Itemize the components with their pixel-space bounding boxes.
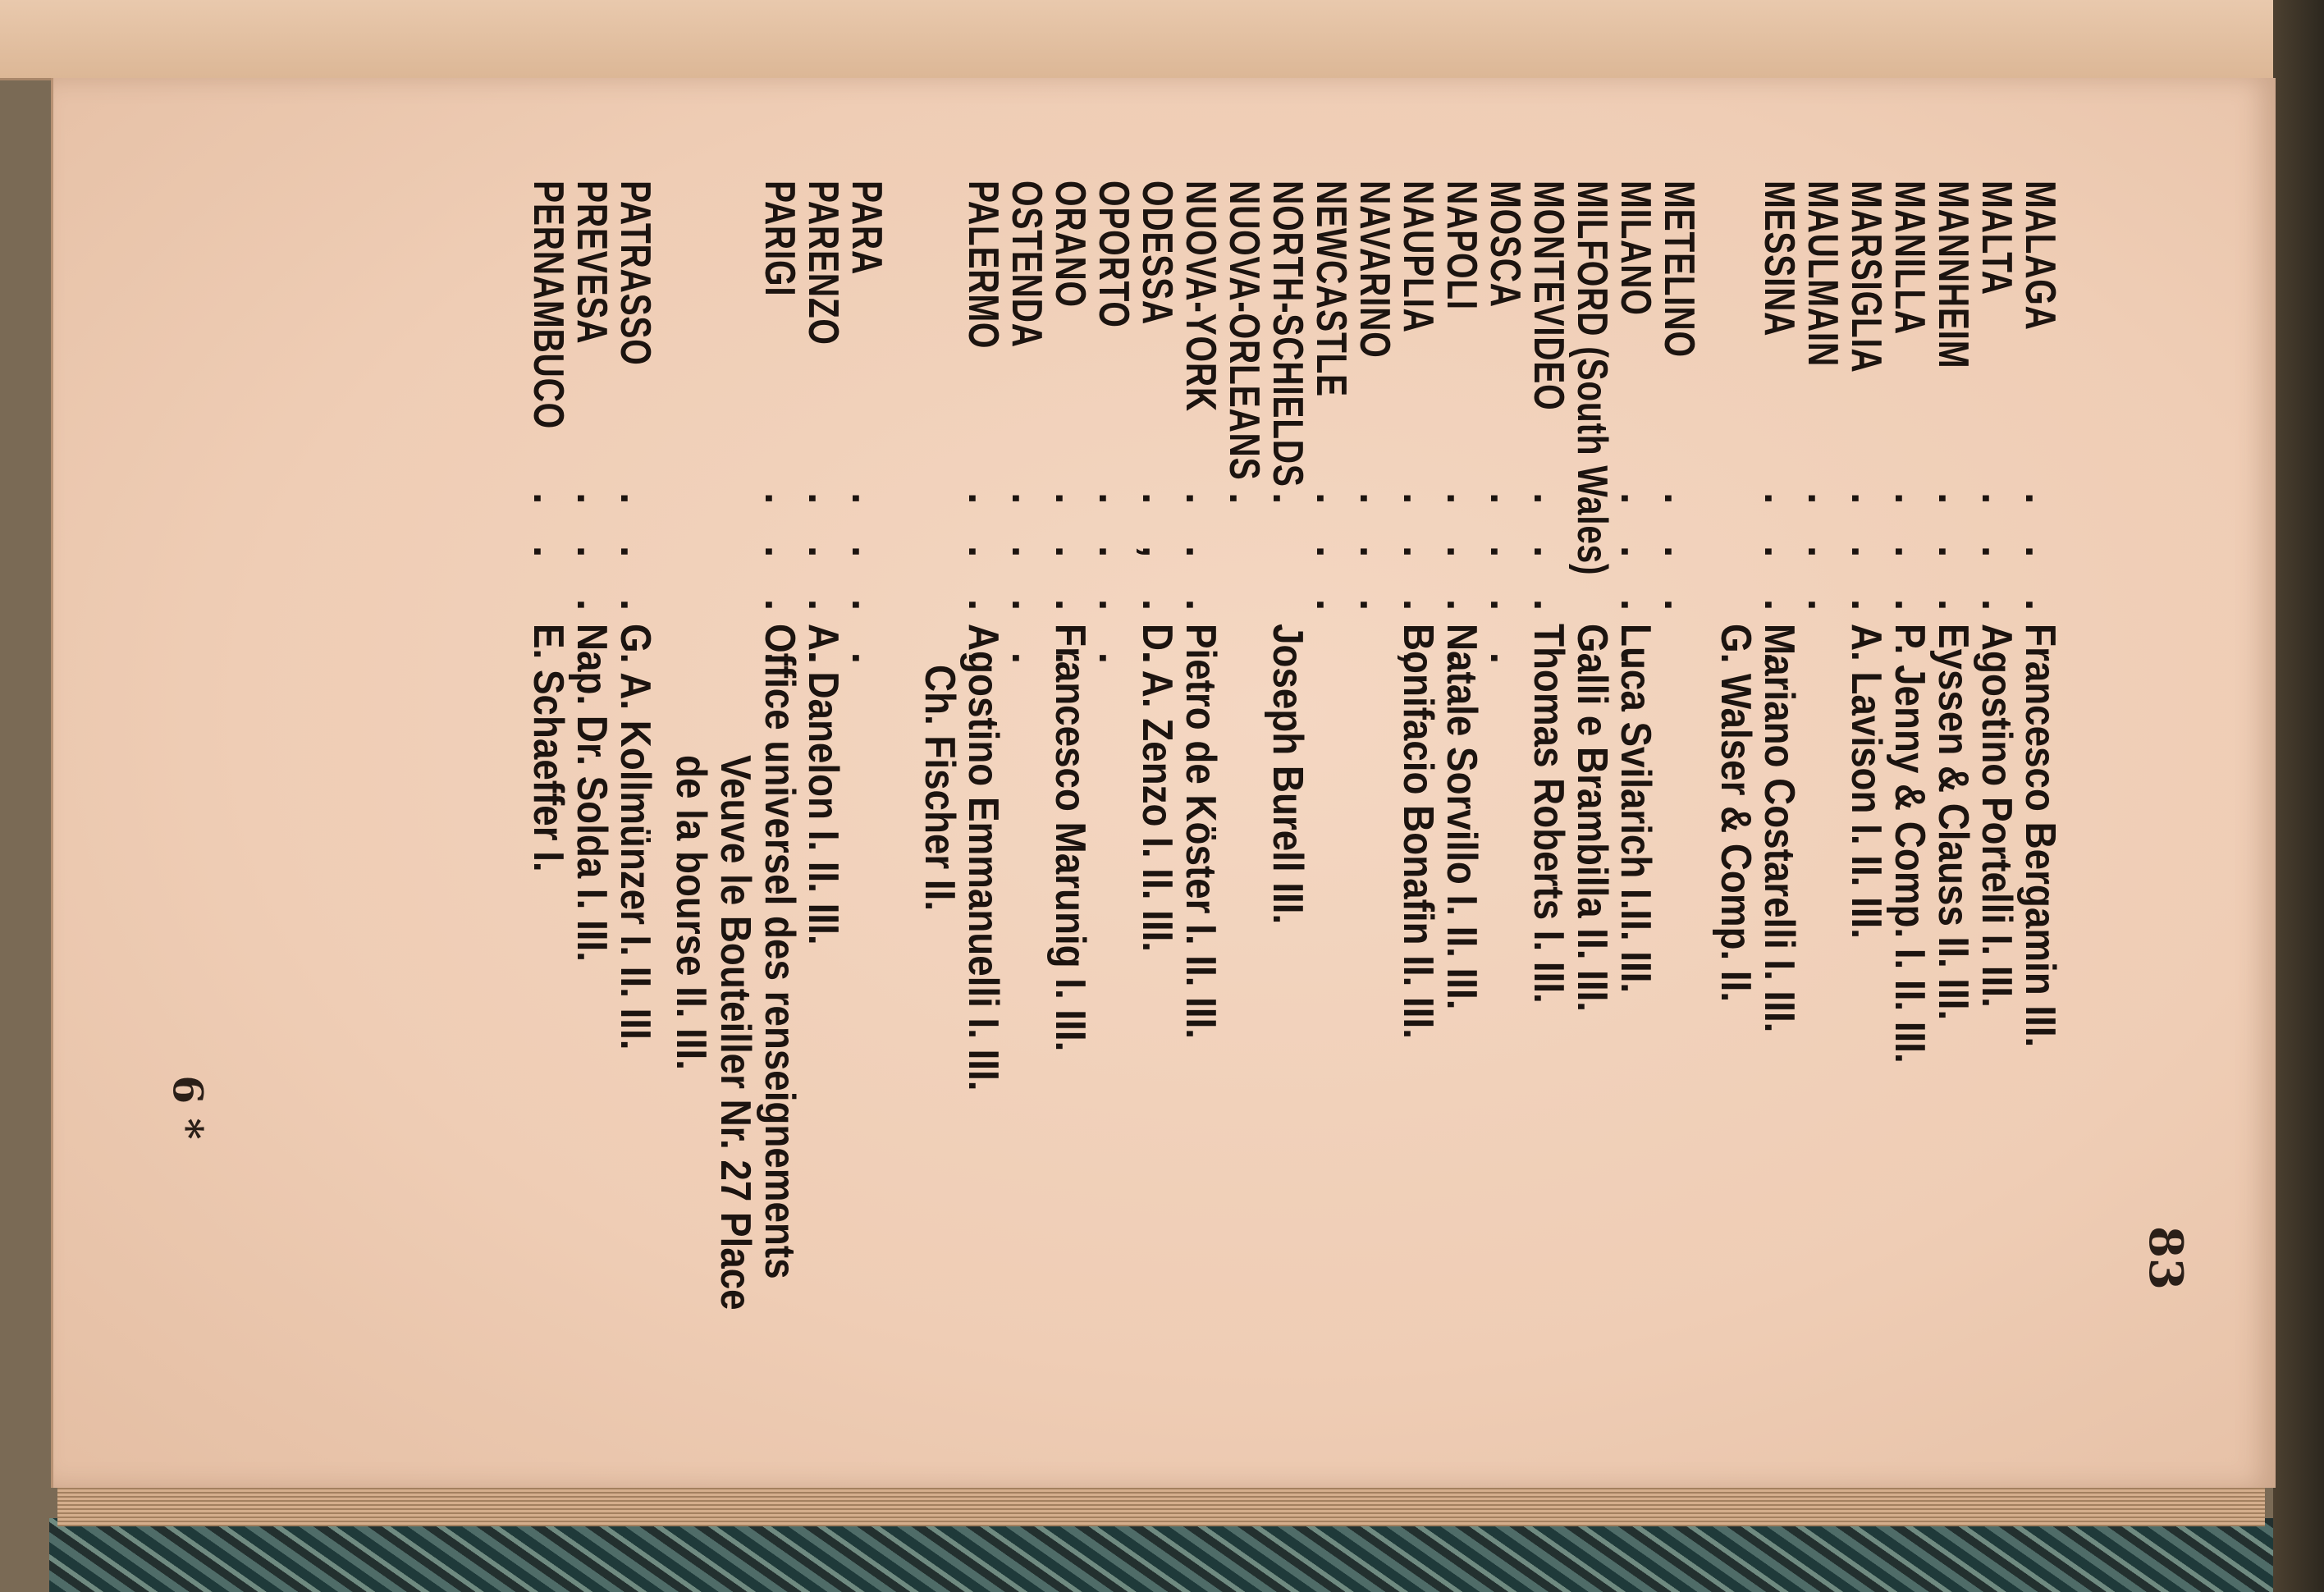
- leader-dots: . . . .: [1046, 492, 1094, 679]
- city-name: MANILLA: [1886, 181, 1933, 335]
- city-name: METELINO: [1655, 181, 1703, 358]
- agent-name: Pietro de Köster I. II. III.: [1177, 624, 1224, 1040]
- agent-name: E. Schaeffer I.: [524, 624, 572, 872]
- city-name: PERNAMBUCO: [524, 181, 572, 429]
- city-name: NEWCASTLE: [1307, 181, 1355, 397]
- leader-dots: . . .: [1525, 492, 1572, 626]
- city-name: MILANO: [1612, 181, 1659, 316]
- leader-dots: . . . .: [1612, 492, 1659, 679]
- leader-dots: . . . .: [799, 492, 847, 679]
- city-name: MANNHEIM: [1929, 181, 1977, 369]
- agent-name: P. Jenny & Comp. I. II. III.: [1886, 624, 1933, 1064]
- city-name: NUOVA-YORK: [1177, 181, 1224, 412]
- leader-dots: . . .: [1886, 492, 1933, 626]
- agent-name: Office universel des renseignements: [756, 624, 803, 1279]
- leader-dots: . . .: [1842, 492, 1890, 626]
- agent-name: Joseph Burell III.: [1264, 624, 1311, 925]
- city-name: MESSINA: [1755, 181, 1803, 337]
- leader-dots: . . . .: [1090, 492, 1137, 679]
- leader-dots: . . . .: [1755, 492, 1803, 679]
- agent-name: A. Danelon I. II. III.: [799, 624, 847, 945]
- agent-name: D. A. Zenzo I. II. III.: [1133, 624, 1181, 953]
- leader-dots: . . .: [1307, 492, 1355, 626]
- agent-name: Agostino Emmanuelli I. III.: [959, 624, 1007, 1091]
- city-name: OSTENDA: [1003, 181, 1050, 348]
- agent-name: Veuve le Bouteiller Nr. 27 Place: [711, 755, 759, 1311]
- agent-name: Agostino Portelli I. III.: [1973, 624, 2020, 1008]
- agent-name: de la bourse II. III.: [667, 755, 715, 1070]
- leader-dots: . . . .: [843, 492, 890, 679]
- agent-name: Natale Sorvillo I. II. III.: [1438, 624, 1485, 1010]
- city-name: MOSCA: [1481, 181, 1529, 308]
- city-name: MARSIGLIA: [1842, 181, 1890, 373]
- leader-dots: . . .: [568, 492, 615, 626]
- agent-name: Thomas Roberts I. III.: [1525, 624, 1572, 1004]
- city-name: PARIGI: [756, 181, 803, 297]
- city-name: NAPOLI: [1438, 181, 1485, 310]
- leader-dots: . . . .: [1481, 492, 1529, 679]
- leader-dots: . . .: [1799, 492, 1846, 626]
- leader-dots: . . .: [611, 492, 659, 626]
- city-name: PARENZO: [799, 181, 847, 345]
- page-number: 83: [2138, 1226, 2193, 1290]
- city-name: PREVESA: [568, 181, 615, 345]
- city-name: MALTA: [1973, 181, 2020, 295]
- agent-name: Galli e Brambilla II. III.: [1568, 624, 1616, 1013]
- leader-dots: . . .: [1973, 492, 2020, 626]
- agent-name: G. A. Kollmünzer I. II. III.: [611, 624, 659, 1050]
- agent-name: A. Lavison I. II. III.: [1842, 624, 1890, 939]
- leader-dots: .: [1264, 492, 1311, 519]
- leader-dots: . . . .: [1438, 492, 1485, 679]
- leader-dots: . , . .: [1133, 492, 1181, 679]
- leader-dots: . . . .: [1003, 492, 1050, 679]
- agent-name: G. Walser & Comp. II.: [1712, 624, 1759, 1003]
- book-spine: [2273, 0, 2324, 1592]
- agent-name: Nap. Dr. Solda I. III.: [568, 624, 615, 962]
- city-name: ORANO: [1046, 181, 1094, 308]
- city-name: PALERMO: [959, 181, 1007, 350]
- leader-dots: . .: [524, 492, 572, 573]
- city-name: MILFORD (South Wales): [1568, 181, 1616, 576]
- city-name: MONTEVIDEO: [1525, 181, 1572, 411]
- leader-dots: . . . ,: [1394, 492, 1442, 679]
- directory-listing: [112, 181, 2065, 1362]
- leader-dots: . . .: [1929, 492, 1977, 626]
- city-name: NAUPLIA: [1394, 181, 1442, 333]
- agent-name: Luca Svilarich I.II. III.: [1612, 624, 1659, 994]
- city-name: MALAGA: [2016, 181, 2064, 331]
- city-name: OPORTO: [1090, 181, 1137, 328]
- city-name: ODESSA: [1133, 181, 1181, 325]
- agent-name: Francesco Bergamin III.: [2016, 624, 2064, 1048]
- city-name: PATRASSO: [611, 181, 659, 366]
- agent-name: Francesco Marunig I. III.: [1046, 624, 1094, 1052]
- city-name: PARA: [843, 181, 890, 276]
- city-name: MAULMAIN: [1799, 181, 1846, 368]
- city-name: NAVARINO: [1351, 181, 1398, 359]
- agent-name: Mariano Costarelli I. III.: [1755, 624, 1803, 1033]
- leader-dots: . . .: [2016, 492, 2064, 626]
- agent-name: Bonifacio Bonafin II. III.: [1394, 624, 1442, 1039]
- agent-name: Eyssen & Clauss II. III.: [1929, 624, 1977, 1021]
- leader-dots: .: [1220, 492, 1268, 519]
- agent-name: Ch. Fischer II.: [916, 665, 963, 912]
- leader-dots: . . . .: [756, 492, 803, 679]
- city-name: NUOVA-ORLEANS: [1220, 181, 1268, 481]
- leader-dots: . . .: [1351, 492, 1398, 626]
- leader-dots: . . .: [1655, 492, 1703, 626]
- facing-page-edge: [0, 0, 2324, 80]
- city-name: NORTH-SCHIELDS: [1264, 181, 1311, 487]
- leader-dots: . . . .: [959, 492, 1007, 679]
- signature-mark: 6 *: [163, 1075, 213, 1140]
- leader-dots: . . .: [1177, 492, 1224, 626]
- marbled-cover-edge: [49, 1518, 2273, 1592]
